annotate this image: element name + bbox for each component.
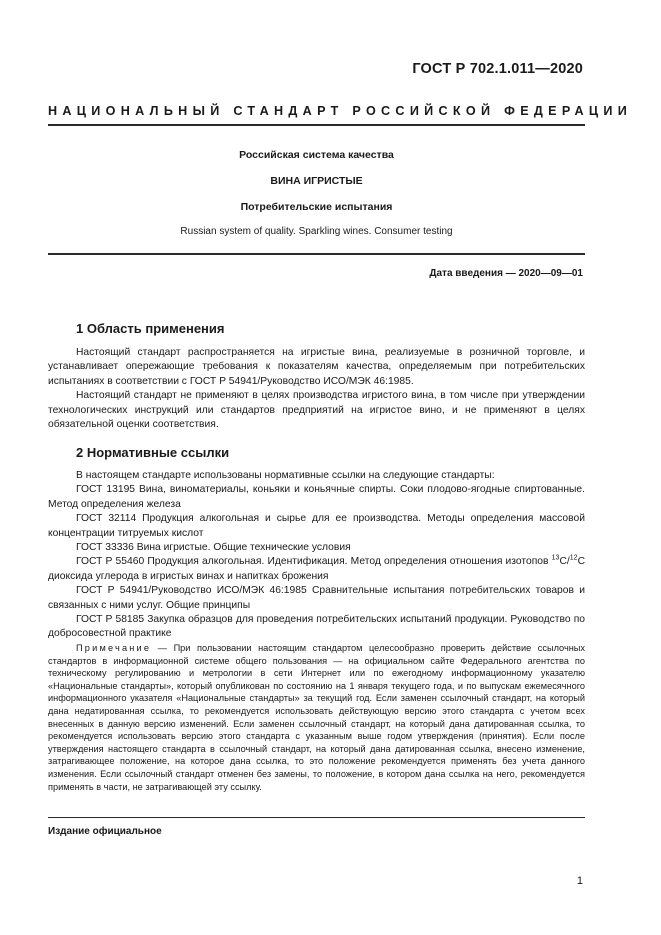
note-label: Примечание	[76, 643, 152, 653]
system-title: Российская система качества	[239, 149, 394, 161]
reference-text: С/	[559, 556, 570, 568]
document-number: ГОСТ Р 702.1.011—2020	[412, 61, 583, 77]
reference-item: ГОСТ 13195 Вина, виноматериалы, коньяки и коньячные спирты. Соки плодово-ягодные спиртованные. Метод определения железа	[48, 484, 585, 510]
product-title: ВИНА ИГРИСТЫЕ	[270, 175, 363, 187]
section-1-heading: 1 Область применения	[76, 321, 225, 336]
section-2-heading: 2 Нормативные ссылки	[76, 445, 230, 460]
superscript: 13	[551, 555, 560, 563]
reference-text: ГОСТ Р 55460 Продукция алкогольная. Идентификация. Метод определения отношения изотопов	[76, 556, 552, 568]
introduction-date: Дата введения — 2020—09—01	[429, 268, 583, 279]
section-1-body	[48, 346, 585, 432]
superscript: 12	[569, 555, 578, 563]
reference-item: ГОСТ Р 58185 Закупка образцов для проведения потребительских испытаний продукции. Руководство по добросовестной практике	[48, 614, 585, 640]
note-block	[48, 642, 585, 793]
footer-rule	[48, 817, 585, 818]
reference-text: С диоксида углерода в игристых винах и напитках брожения	[48, 556, 585, 582]
english-title: Russian system of quality. Sparkling wines. Consumer testing	[180, 226, 453, 237]
header-rule	[48, 124, 585, 126]
reference-item: ГОСТ 32114 Продукция алкогольная и сырье для ее производства. Методы определения массовой концентрации титруемых кислот	[48, 513, 585, 539]
note-paragraph	[48, 642, 585, 793]
official-edition-label: Издание официальное	[48, 826, 162, 837]
title-rule	[48, 253, 585, 255]
paragraph: Настоящий стандарт не применяют в целях производства игристого вина, в том числе при утверждении технологических инструкций или стандартов предприятий на игристое вино, и не применяют в целях обязательной оценки соответствия.	[48, 390, 585, 431]
national-standard-title: НАЦИОНАЛЬНЫЙ СТАНДАРТ РОССИЙСКОЙ ФЕДЕРАЦИИ	[48, 104, 633, 118]
section-2-body	[48, 469, 585, 642]
note-text: — При пользовании настоящим стандартом целесообразно проверить действие ссылочных стандартов в информационной системе общего пользования — на официальном сайте Федерального агентства по техническому регулированию и метрологии в сети Интернет или по ежегодному информационному указателю «Национальные стандарты», который опубликован по состоянию на 1 января текущего года, и по выпускам ежемесячного информационного указателя «Национальные стандарты» за текущий год. Если заменен ссылочный стандарт, на который дана недатированная ссылка, то рекомендуется использовать действующую версию этого стандарта с учетом всех внесенных в данную версию изменений. Если заменен ссылочный стандарт, на который дана датированная ссылка, то рекомендуется использовать версию этого стандарта с указанным выше годом утверждения (принятия). Если после утверждения настоящего стандарта в ссылочный стандарт, на который дана датированная ссылка, внесено изменение, затрагивающее положение, на которое дана ссылка, то это положение рекомендуется применять без учета данного изменения. Если ссылочный стандарт отменен без замены, то положение, в котором дана ссылка на него, рекомендуется применять в части, не затрагивающей эту ссылку.	[48, 643, 585, 792]
paragraph: Настоящий стандарт распространяется на игристые вина, реализуемые в розничной торговле, и устанавливает опережающие требования к показателям качества, определяемым при потребительских испытаниях в соответствии с ГОСТ Р 54941/Руководство ИСО/МЭК 46:1985.	[48, 347, 585, 387]
subtitle: Потребительские испытания	[240, 201, 393, 213]
paragraph: В настоящем стандарте использованы нормативные ссылки на следующие стандарты:	[76, 470, 495, 481]
reference-item: ГОСТ Р 54941/Руководство ИСО/МЭК 46:1985 Сравнительные испытания потребительских товаров и связанных с ними услуг. Общие принципы	[48, 585, 585, 611]
reference-item: ГОСТ 33336 Вина игристые. Общие технические условия	[76, 542, 351, 554]
reference-item	[48, 555, 585, 584]
page-number: 1	[576, 875, 583, 887]
